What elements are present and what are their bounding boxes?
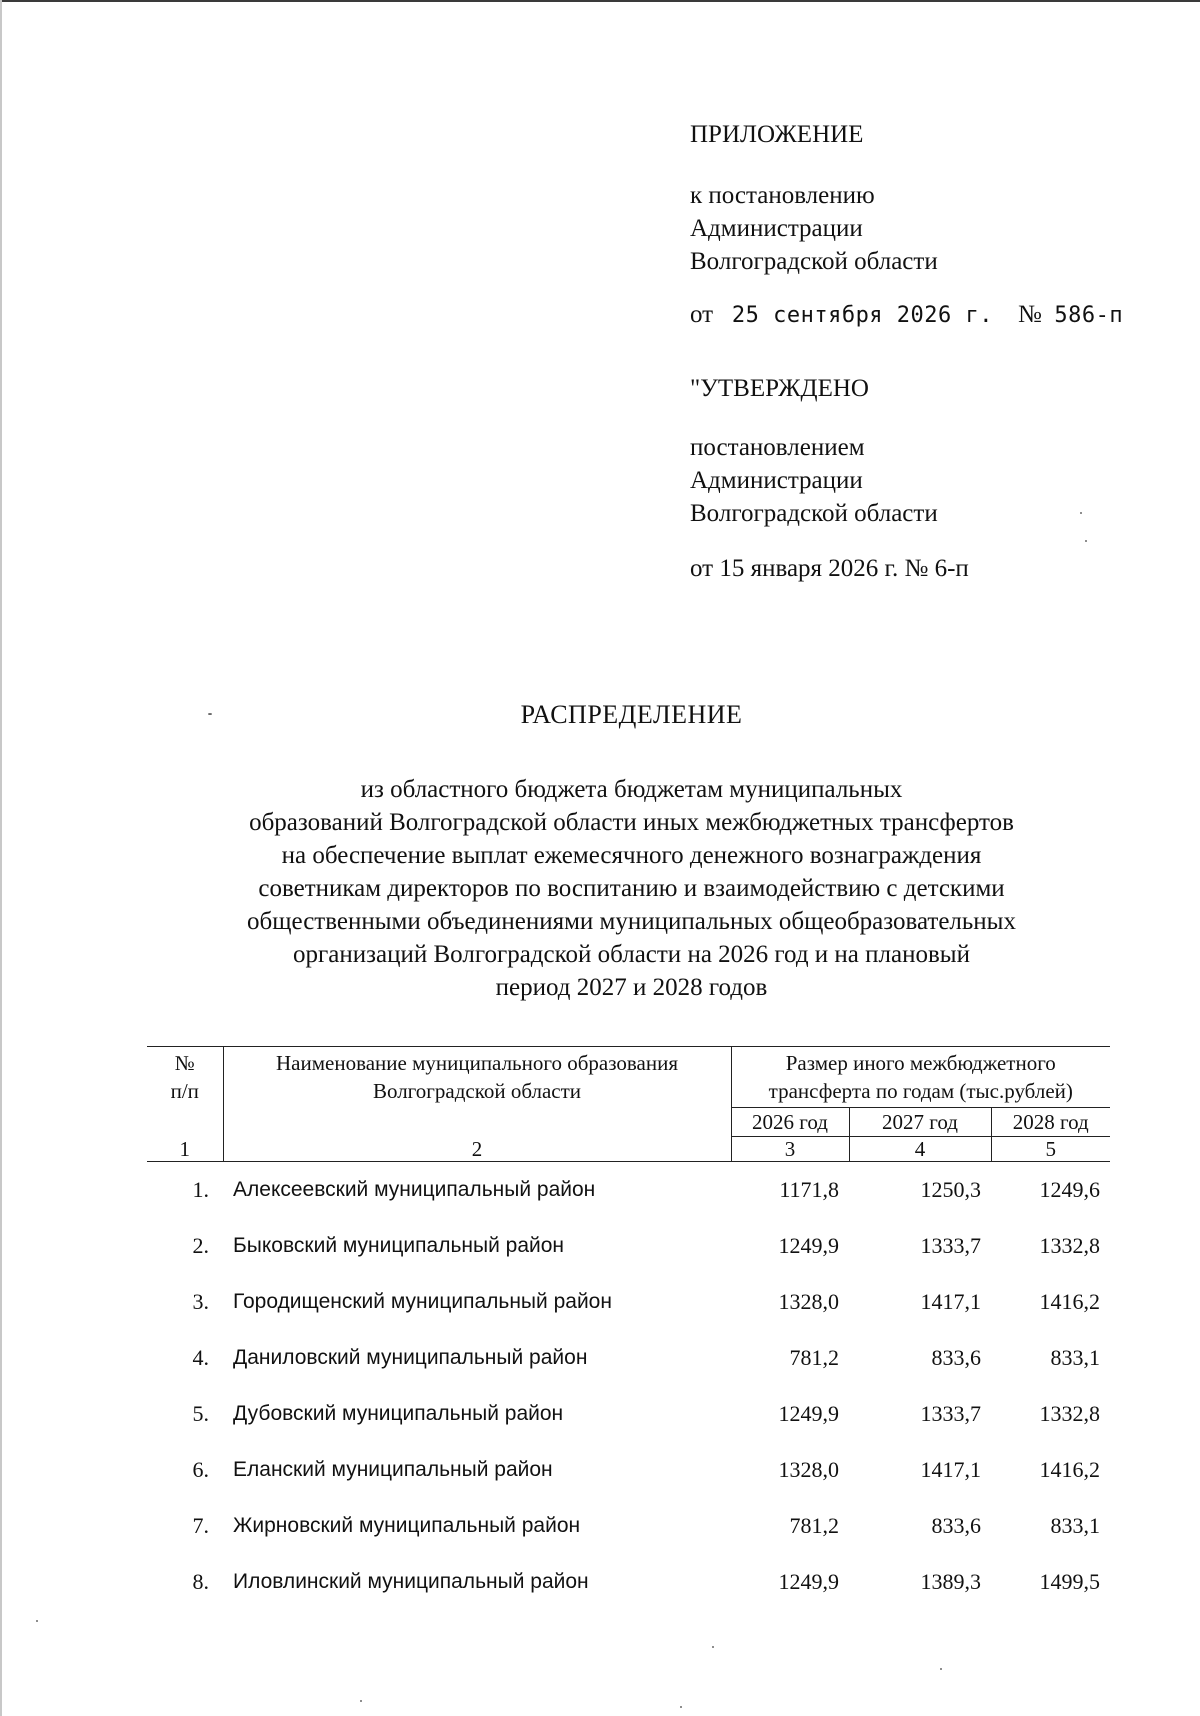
amount-2028: 1332,8: [1039, 1401, 1101, 1426]
appendix-reference-line: Волгоградской области: [690, 248, 938, 275]
table-row: [147, 1498, 1110, 1554]
resolution-date: 25 сентября 2026 г.: [731, 303, 994, 328]
row-number: 5.: [192, 1401, 209, 1426]
scan-top-edge: [0, 0, 1200, 2]
appendix-block: [690, 118, 1160, 585]
column-number-2: 2: [223, 1137, 731, 1162]
municipality-name: Даниловский муниципальный район: [233, 1346, 588, 1369]
amount-2026: 1249,9: [778, 1233, 839, 1258]
amount-2028: 1416,2: [1039, 1457, 1101, 1482]
subtitle-line: из областного бюджета бюджетам муниципальных: [360, 776, 903, 803]
resolution-date-line: [690, 298, 1160, 332]
distribution-table-wrapper: [147, 1046, 1110, 1610]
appendix-reference: [690, 179, 1160, 278]
subtitle-line: на обеспечение выплат ежемесячного денежного вознаграждения: [281, 842, 982, 869]
scan-speck: [360, 1700, 362, 1702]
resolution-number: 586-п: [1054, 303, 1124, 328]
approved-reference: [690, 431, 1160, 530]
amount-2026: 1328,0: [778, 1289, 839, 1314]
header-number-label: п/п: [170, 1079, 199, 1103]
header-municipality-name: [223, 1047, 731, 1137]
appendix-reference-line: Администрации: [690, 215, 863, 242]
number-prefix: №: [1018, 301, 1042, 328]
document-subtitle: [160, 773, 1103, 1004]
amount-2027: 833,6: [931, 1513, 981, 1538]
amount-2028: 833,1: [1050, 1513, 1101, 1538]
scan-speck: [208, 713, 212, 715]
header-year-2026: 2026 год: [731, 1108, 849, 1137]
row-number: 8.: [192, 1569, 209, 1594]
subtitle-line: период 2027 и 2028 годов: [495, 974, 768, 1001]
row-number: 4.: [192, 1345, 209, 1370]
header-name-line: Наименование муниципального образования: [276, 1051, 678, 1075]
amount-2027: 1389,3: [920, 1569, 981, 1594]
amount-2027: 1417,1: [920, 1457, 981, 1482]
amount-2027: 1250,3: [920, 1177, 981, 1202]
amount-2028: 1249,6: [1039, 1177, 1101, 1202]
amount-2026: 1328,0: [778, 1457, 839, 1482]
municipality-name: Алексеевский муниципальный район: [233, 1178, 596, 1201]
appendix-reference-line: к постановлению: [690, 182, 875, 209]
header-number: [147, 1047, 223, 1137]
row-number: 2.: [192, 1233, 209, 1258]
approved-date: от 15 января 2026 г. № 6-п: [690, 555, 969, 582]
distribution-table: [147, 1046, 1110, 1610]
municipality-name: Быковский муниципальный район: [233, 1234, 565, 1257]
row-number: 3.: [192, 1289, 209, 1314]
subtitle-line: советникам директоров по воспитанию и взаимодействию с детскими: [258, 875, 1005, 902]
scan-speck: [1080, 512, 1082, 514]
amount-2027: 1333,7: [920, 1401, 981, 1426]
column-number-5: 5: [991, 1137, 1110, 1162]
header-number-symbol: №: [174, 1051, 195, 1075]
row-number: 6.: [192, 1457, 209, 1482]
approved-reference-line: постановлением: [690, 434, 865, 461]
municipality-name: Еланский муниципальный район: [233, 1458, 553, 1481]
municipality-name: Дубовский муниципальный район: [233, 1402, 564, 1425]
document-title: РАСПРЕДЕЛЕНИЕ: [520, 700, 743, 729]
table-row: [147, 1386, 1110, 1442]
table-row: [147, 1162, 1110, 1219]
table-row: [147, 1554, 1110, 1610]
approved-heading: "УТВЕРЖДЕНО: [690, 375, 869, 402]
amount-2028: 1332,8: [1039, 1233, 1101, 1258]
subtitle-line: общественными объединениями муниципальных общеобразовательных: [247, 908, 1016, 935]
municipality-name: Городищенский муниципальный район: [233, 1290, 612, 1313]
approved-reference-line: Волгоградской области: [690, 500, 938, 527]
row-number: 7.: [192, 1513, 209, 1538]
header-transfer-amount: [731, 1047, 1110, 1108]
table-row: [147, 1330, 1110, 1386]
table-row: [147, 1218, 1110, 1274]
table-row: [147, 1274, 1110, 1330]
amount-2026: 1249,9: [778, 1401, 839, 1426]
amount-2028: 1416,2: [1039, 1289, 1101, 1314]
appendix-heading: ПРИЛОЖЕНИЕ: [690, 121, 864, 148]
header-year-2027: 2027 год: [849, 1108, 991, 1137]
scan-speck: [36, 1620, 38, 1622]
scan-speck: [940, 1668, 942, 1670]
header-amount-line: Размер иного межбюджетного: [785, 1051, 1056, 1075]
amount-2027: 1417,1: [920, 1289, 981, 1314]
column-number-4: 4: [849, 1137, 991, 1162]
scan-speck: [712, 1646, 714, 1648]
header-year-2028: 2028 год: [991, 1108, 1110, 1137]
amount-2026: 781,2: [789, 1513, 839, 1538]
amount-2026: 1249,9: [778, 1569, 839, 1594]
amount-2026: 1171,8: [779, 1177, 839, 1202]
amount-2027: 1333,7: [920, 1233, 981, 1258]
column-number-3: 3: [731, 1137, 849, 1162]
column-number-1: 1: [147, 1137, 223, 1162]
municipality-name: Жирновский муниципальный район: [233, 1514, 581, 1537]
subtitle-line: образований Волгоградской области иных межбюджетных трансфертов: [249, 809, 1014, 836]
date-prefix: от: [690, 301, 714, 328]
table-row: [147, 1442, 1110, 1498]
header-name-line: Волгоградской области: [372, 1079, 582, 1103]
scan-left-edge: [0, 0, 2, 1716]
subtitle-line: организаций Волгоградской области на 2026 год и на плановый: [293, 941, 970, 968]
amount-2026: 781,2: [789, 1345, 839, 1370]
amount-2028: 833,1: [1050, 1345, 1101, 1370]
amount-2027: 833,6: [931, 1345, 981, 1370]
scan-speck: [680, 1706, 682, 1708]
approved-reference-line: Администрации: [690, 467, 863, 494]
scan-speck: [1085, 540, 1087, 542]
row-number: 1.: [192, 1177, 209, 1202]
amount-2028: 1499,5: [1039, 1569, 1101, 1594]
header-amount-line: трансферта по годам (тыс.рублей): [768, 1079, 1073, 1103]
municipality-name: Иловлинский муниципальный район: [233, 1570, 589, 1593]
